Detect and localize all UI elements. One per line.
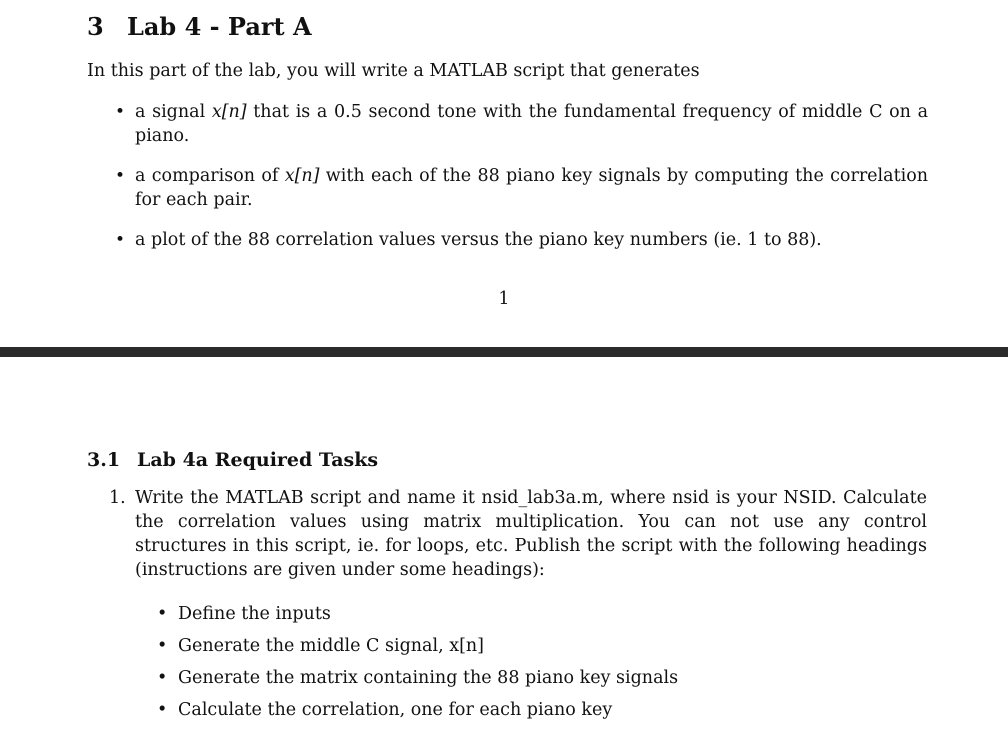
bullet-icon: • xyxy=(115,166,126,186)
page-separator xyxy=(0,347,1008,357)
bullet-icon: • xyxy=(157,668,168,688)
heading-text: Define the inputs xyxy=(178,604,331,624)
list-item xyxy=(157,666,678,690)
bullet-icon: • xyxy=(157,604,168,624)
bullet-icon: • xyxy=(157,700,168,720)
pdf-page-2 xyxy=(0,357,1008,721)
bullet-icon: • xyxy=(157,636,168,656)
pdf-page-1 xyxy=(0,0,1008,347)
objectives-list xyxy=(113,100,928,268)
subsection-number: 3.1 xyxy=(87,449,121,471)
bullet-icon: • xyxy=(115,102,126,122)
section-heading xyxy=(87,12,312,41)
task-text: Write the MATLAB script and name it nsid_lab3a.m, where nsid is your NSID. Calculate the correlation values using matrix multiplication. You can not use any control structures in this script, ie. for loops, etc. Publish the script with the following headings (instructions are given under some headings): xyxy=(135,488,927,580)
page-number: 1 xyxy=(498,289,510,309)
list-item xyxy=(113,100,928,148)
list-item-text: a plot of the 88 correlation values versus the piano key numbers (ie. 1 to 88). xyxy=(135,230,822,250)
required-headings-list xyxy=(157,602,678,730)
intro-paragraph: In this part of the lab, you will write a MATLAB script that generates xyxy=(87,61,700,81)
subsection-heading xyxy=(87,449,378,471)
heading-text: Generate the matrix containing the 88 piano key signals xyxy=(178,668,679,688)
subsection-title: Lab 4a Required Tasks xyxy=(137,449,379,471)
list-item xyxy=(157,634,678,658)
section-title: Lab 4 - Part A xyxy=(127,12,312,41)
list-item xyxy=(157,602,678,626)
math-signal: x[n] xyxy=(284,166,320,186)
section-number: 3 xyxy=(87,12,104,41)
list-item-text: a signal xyxy=(135,102,212,122)
list-item xyxy=(157,698,678,722)
task-item xyxy=(109,486,927,582)
heading-text: Generate the middle C signal, x[n] xyxy=(178,636,485,656)
list-item-text: a comparison of xyxy=(135,166,285,186)
list-item xyxy=(113,228,928,252)
list-item-text: that is a 0.5 second tone with the fundamental frequency of middle C on a piano. xyxy=(135,102,928,146)
list-item-text: with each of the 88 piano key signals by computing the correlation for each pair. xyxy=(135,166,929,210)
bullet-icon: • xyxy=(115,230,126,250)
math-signal: x[n] xyxy=(211,102,247,122)
task-number: 1. xyxy=(109,488,126,508)
heading-text: Calculate the correlation, one for each piano key xyxy=(178,700,613,720)
list-item xyxy=(113,164,928,212)
